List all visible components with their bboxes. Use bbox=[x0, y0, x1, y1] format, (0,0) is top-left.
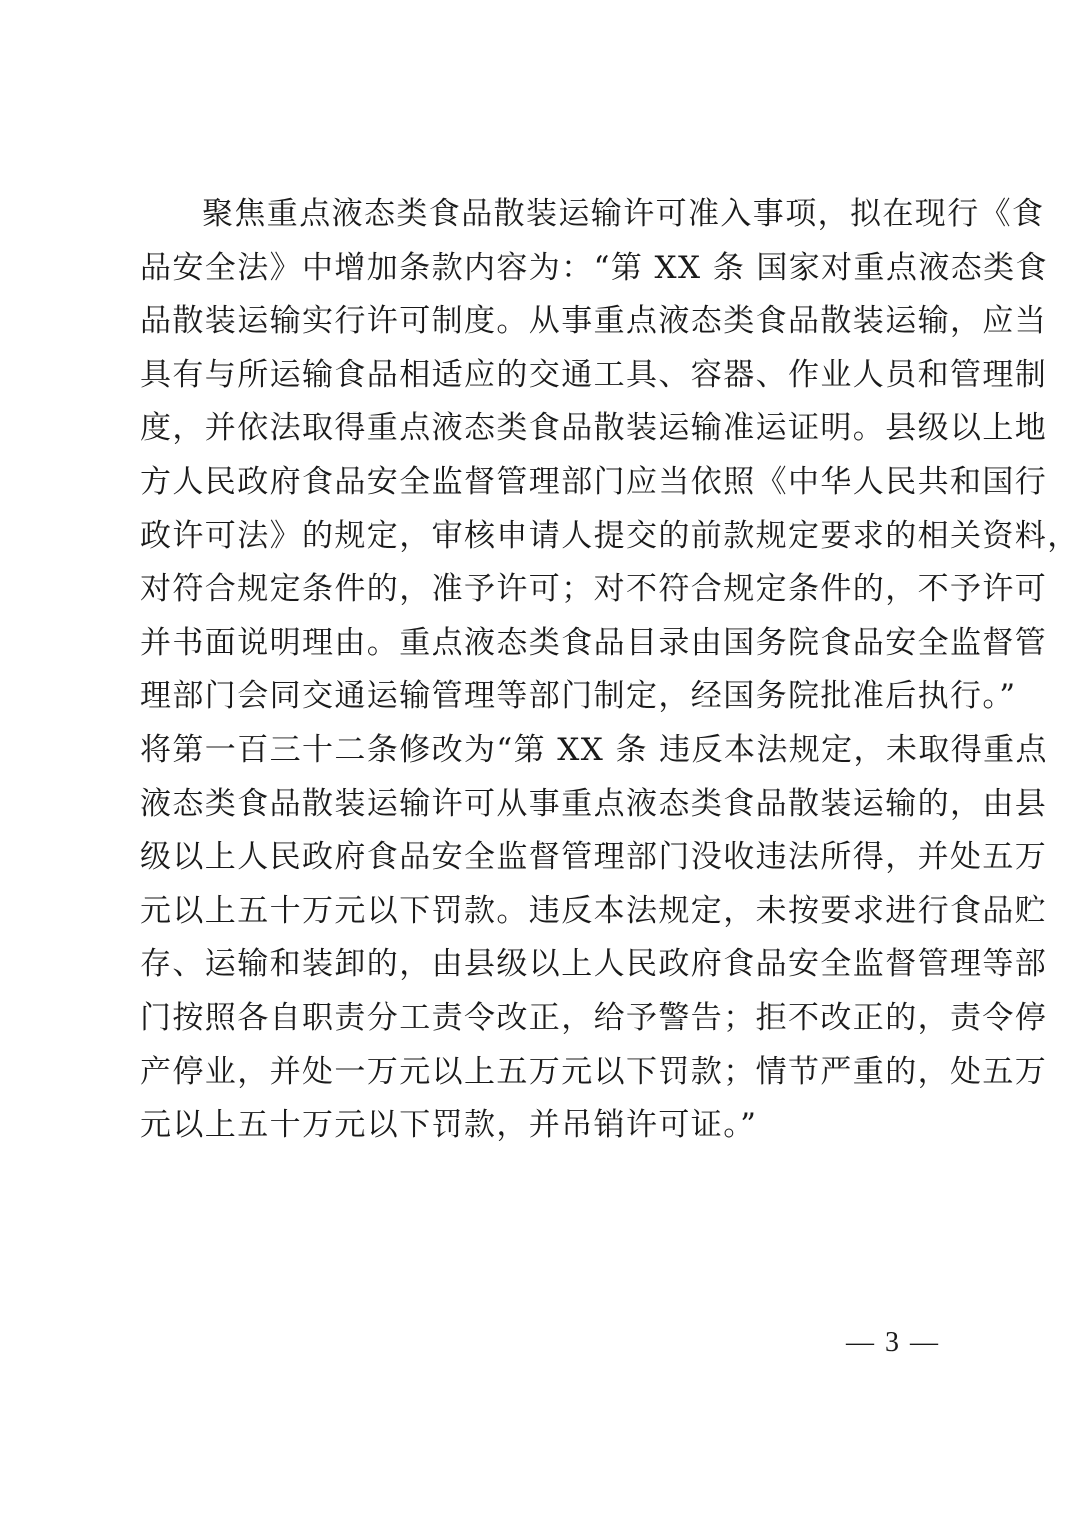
text-line: 理部门会同交通运输管理等部门制定，经国务院批准后执行。” bbox=[140, 678, 1017, 715]
text-line: 存、运输和装卸的，由县级以上人民政府食品安全监督管理等部 bbox=[140, 946, 1048, 983]
text-line: 元以上五十万元以下罚款，并吊销许可证。” bbox=[140, 1107, 758, 1144]
text-line: 门按照各自职责分工责令改正，给予警告；拒不改正的，责令停 bbox=[140, 999, 1048, 1036]
text-line: 并书面说明理由。重点液态类食品目录由国务院食品安全监督管 bbox=[140, 624, 1048, 661]
text-line: 聚焦重点液态类食品散装运输许可准入事项，拟在现行《食 bbox=[202, 196, 1045, 232]
text-line: 级以上人民政府食品安全监督管理部门没收违法所得，并处五万 bbox=[140, 839, 1048, 876]
text-line: 产停业，并处一万元以上五万元以下罚款；情节严重的，处五万 bbox=[140, 1053, 1048, 1090]
text-line: 方人民政府食品安全监督管理部门应当依照《中华人民共和国行 bbox=[140, 463, 1048, 500]
text-line: 元以上五十万元以下罚款。违反本法规定，未按要求进行食品贮 bbox=[140, 892, 1048, 929]
text-line: 度，并依法取得重点液态类食品散装运输准运证明。县级以上地 bbox=[140, 410, 1048, 447]
text-line: 对符合规定条件的，准予许可；对不符合规定条件的，不予许可 bbox=[140, 571, 1048, 608]
text-line: 政许可法》的规定，审核申请人提交的前款规定要求的相关资料， bbox=[140, 517, 1080, 554]
page-number: — 3 — bbox=[846, 1327, 940, 1358]
text-line: 液态类食品散装运输许可从事重点液态类食品散装运输的，由县 bbox=[140, 785, 1048, 822]
text-line: 具有与所运输食品相适应的交通工具、容器、作业人员和管理制 bbox=[140, 356, 1048, 393]
text-line: 品安全法》中增加条款内容为：“第 XX 条 国家对重点液态类食 bbox=[140, 249, 1048, 286]
body-text bbox=[140, 188, 1080, 1153]
text-line: 品散装运输实行许可制度。从事重点液态类食品散装运输，应当 bbox=[140, 303, 1048, 340]
text-line: 将第一百三十二条修改为“第 XX 条 违反本法规定，未取得重点 bbox=[140, 731, 1048, 768]
